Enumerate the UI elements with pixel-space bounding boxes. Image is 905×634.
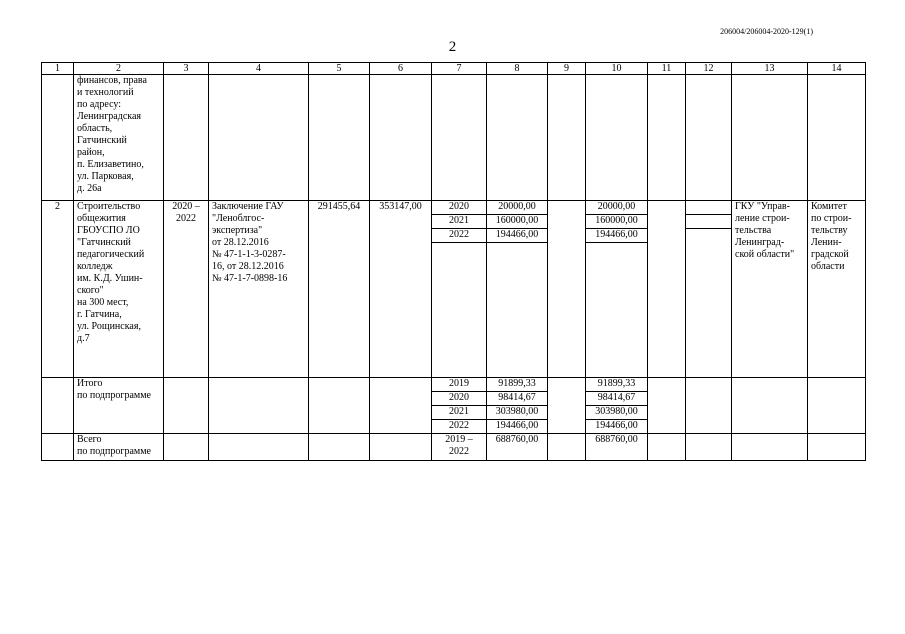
col8-value: 91899,33 (487, 378, 548, 392)
total-label: Итого по подпрограмме (74, 378, 164, 434)
row-number: 2 (42, 201, 74, 378)
col8-value: 688760,00 (487, 434, 548, 461)
object-name: финансов, права и технологий по адресу: Ленинградская область, Гатчинский район, п. Елизаветино, ул. Парковая, д. 26а (74, 75, 164, 201)
year: 2022 (432, 420, 487, 434)
object-name: Строительство общежития ГБОУСПО ЛО "Гатчинский педагогический колледж им. К.Д. Ушин- ского" на 300 мест, г. Гатчина, ул. Рощинская, д.7 (74, 201, 164, 378)
year: 2022 (432, 229, 487, 243)
col10-value: 160000,00 (586, 215, 648, 229)
grand-total-label: Всего по подпрограмме (74, 434, 164, 461)
col5-value: 291455,64 (309, 201, 370, 378)
responsible: Комитет по строи- тельству Ленин- градской области (808, 201, 866, 378)
year: 2020 (432, 392, 487, 406)
table-row-total (42, 378, 866, 392)
col10-value: 194466,00 (586, 229, 648, 243)
col8-value: 194466,00 (487, 420, 548, 434)
header-cell: 12 (686, 63, 732, 75)
header-cell: 9 (548, 63, 586, 75)
year: 2021 (432, 215, 487, 229)
col8-value: 98414,67 (487, 392, 548, 406)
header-cell: 14 (808, 63, 866, 75)
table-row (42, 201, 866, 215)
year: 2019 (432, 378, 487, 392)
col8-value: 194466,00 (487, 229, 548, 243)
header-cell: 10 (586, 63, 648, 75)
header-cell: 2 (74, 63, 164, 75)
col10-value: 194466,00 (586, 420, 648, 434)
col10-value: 20000,00 (586, 201, 648, 215)
header-cell: 13 (732, 63, 808, 75)
year: 2021 (432, 406, 487, 420)
table-row-continuation (42, 75, 866, 201)
header-cell: 8 (487, 63, 548, 75)
col10-value: 688760,00 (586, 434, 648, 461)
col10-value: 98414,67 (586, 392, 648, 406)
page-number: 2 (448, 39, 457, 55)
col6-value: 353147,00 (370, 201, 432, 378)
header-row (42, 63, 866, 75)
header-cell: 1 (42, 63, 74, 75)
year: 2020 (432, 201, 487, 215)
header-cell: 5 (309, 63, 370, 75)
period: 2020 – 2022 (164, 201, 209, 378)
header-cell: 7 (432, 63, 487, 75)
col10-value: 91899,33 (586, 378, 648, 392)
header-cell: 4 (209, 63, 309, 75)
col8-value: 160000,00 (487, 215, 548, 229)
header-cell: 3 (164, 63, 209, 75)
expertise-doc: Заключение ГАУ "Леноблгос- экспертиза" от 28.12.2016 № 47-1-1-3-0287- 16, от 28.12.2016 № 47-1-7-0898-16 (209, 201, 309, 378)
year-range: 2019 – 2022 (432, 434, 487, 461)
customer: ГКУ "Управ- ление строи- тельства Ленинград- ской области" (732, 201, 808, 378)
col8-value: 303980,00 (487, 406, 548, 420)
col8-value: 20000,00 (487, 201, 548, 215)
header-cell: 6 (370, 63, 432, 75)
col10-value: 303980,00 (586, 406, 648, 420)
program-table (41, 62, 866, 461)
table-row-grand-total (42, 434, 866, 461)
document-id: 206004/206004-2020-129(1) (720, 27, 813, 36)
header-cell: 11 (648, 63, 686, 75)
